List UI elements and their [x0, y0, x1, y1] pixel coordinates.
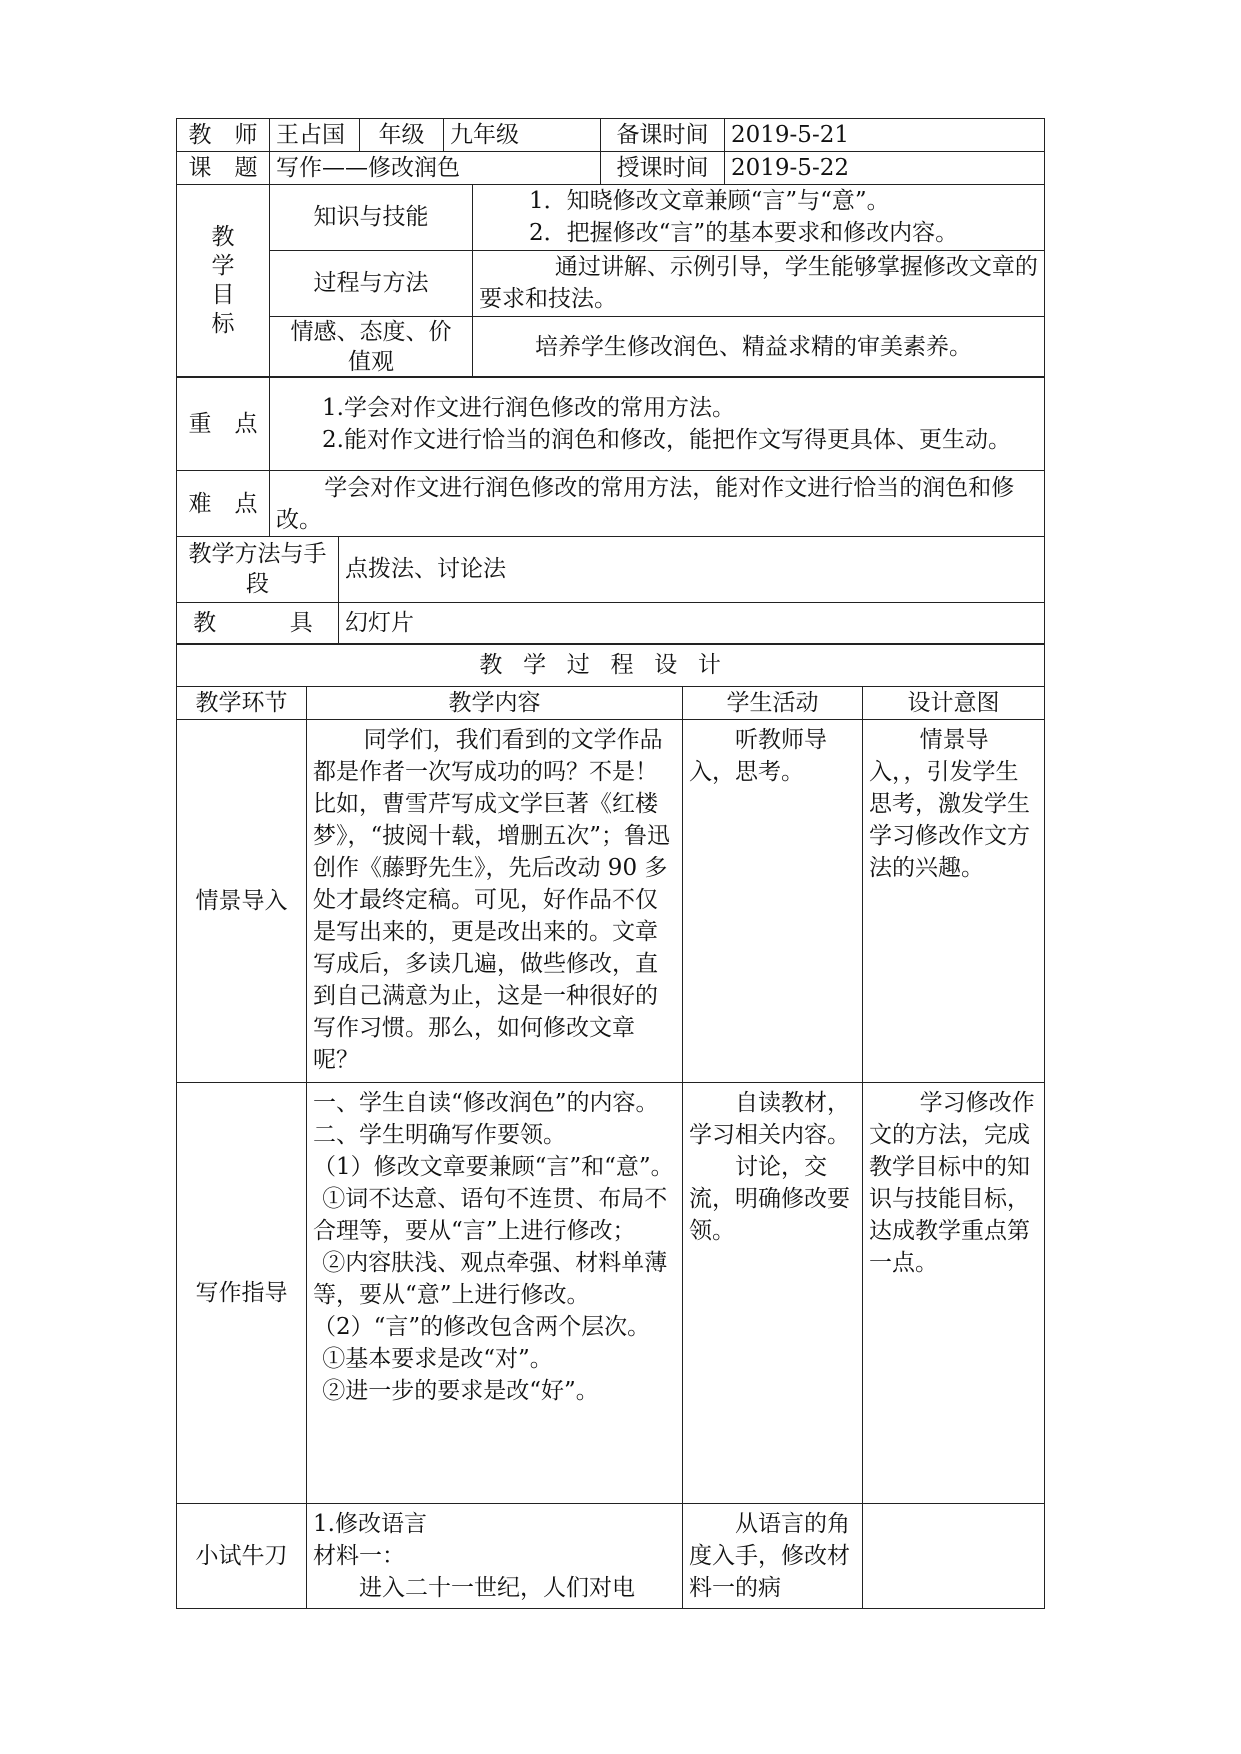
info-table — [176, 118, 1045, 185]
content-line: ②内容肤浅、观点牵强、材料单薄等，要从“意”上进行修改。 — [313, 1250, 668, 1308]
content-line: ①基本要求是改“对”。 — [322, 1346, 553, 1372]
topic-value: 写作——修改润色 — [270, 152, 601, 185]
column-header: 学生活动 — [683, 687, 863, 720]
table-row — [177, 720, 1045, 1083]
content-line: 材料一： — [313, 1543, 405, 1569]
column-header: 设计意图 — [863, 687, 1045, 720]
content-line: 一、学生自读“修改润色”的内容。 — [313, 1090, 659, 1116]
content-cell — [307, 1083, 683, 1504]
tools-value: 幻灯片 — [339, 602, 1045, 644]
stage-cell: 小试牛刀 — [177, 1504, 307, 1609]
column-header: 教学环节 — [177, 687, 307, 720]
table-row — [177, 1083, 1045, 1504]
objectives-table — [176, 184, 1045, 378]
objective-label-attitude: 情感、态度、价值观 — [270, 316, 473, 377]
class-time-label: 授课时间 — [601, 152, 725, 185]
process-title: 教学过程设计 — [177, 644, 1045, 687]
activity-line: 自读教材，学习相关内容。 — [689, 1090, 850, 1148]
content-line: （2）“言”的修改包含两个层次。 — [313, 1314, 651, 1340]
difficulty-label: 难 点 — [177, 471, 270, 537]
objective-label-knowledge: 知识与技能 — [270, 184, 473, 250]
points-table — [176, 376, 1045, 537]
activity-cell — [683, 1083, 863, 1504]
methods-value: 点拨法、讨论法 — [339, 536, 1045, 602]
objective-knowledge-line: 2．把握修改“言”的基本要求和修改内容。 — [529, 220, 959, 246]
key-point-line: 2.能对作文进行恰当的润色和修改，能把作文写得更具体、更生动。 — [322, 426, 1011, 453]
topic-label: 课 题 — [177, 152, 270, 185]
key-points-label: 重 点 — [177, 377, 270, 471]
grade-value: 九年级 — [444, 119, 601, 152]
column-header: 教学内容 — [307, 687, 683, 720]
intent-cell: 情景导入，，引发学生思考，激发学生学习修改作文方法的兴趣。 — [863, 720, 1045, 1083]
content-line: 二、学生明确写作要领。 — [313, 1122, 566, 1148]
objective-knowledge — [473, 184, 1045, 250]
content-cell: 同学们，我们看到的文学作品都是作者一次写成功的吗？不是！比如，曹雪芹写成文学巨著《红楼梦》，“披阅十载，增删五次”；鲁迅创作《藤野先生》，先后改动 90 多处才最终定稿。可见，好作品不仅是写出来的，更是改出来的。文章写成后，多读几遍，做些修改，直到自己满意为止，这是一种很好的写作习惯。那么，如何修改文章呢？ — [307, 720, 683, 1083]
difficulty-text: 学会对作文进行润色修改的常用方法，能对作文进行恰当的润色和修改。 — [270, 471, 1045, 537]
grade-label: 年级 — [360, 119, 444, 152]
objective-knowledge-line: 1．知晓修改文章兼顾“言”与“意”。 — [529, 188, 890, 214]
prep-time-value: 2019-5-21 — [725, 119, 1045, 152]
activity-cell: 听教师导入，思考。 — [683, 720, 863, 1083]
content-line: 进入二十一世纪，人们对电 — [359, 1575, 635, 1601]
tools-label: 教 具 — [177, 602, 339, 644]
prep-time-label: 备课时间 — [601, 119, 725, 152]
process-table — [176, 643, 1045, 1609]
teacher-label: 教 师 — [177, 119, 270, 152]
content-cell — [307, 1504, 683, 1609]
table-row — [177, 1504, 1045, 1609]
methods-table — [176, 536, 1045, 645]
stage-cell: 写作指导 — [177, 1083, 307, 1504]
content-line: 1.修改语言 — [313, 1511, 427, 1537]
objective-attitude: 培养学生修改润色、精益求精的审美素养。 — [473, 316, 1045, 377]
methods-label: 教学方法与手段 — [177, 536, 339, 602]
stage-cell: 情景导入 — [177, 720, 307, 1083]
intent-cell: 学习修改作文的方法，完成教学目标中的知识与技能目标，达成教学重点第一点。 — [863, 1083, 1045, 1504]
intent-cell — [863, 1504, 1045, 1609]
objective-process: 通过讲解、示例引导，学生能够掌握修改文章的要求和技法。 — [473, 250, 1045, 316]
activity-line: 讨论，交流，明确修改要领。 — [689, 1154, 850, 1244]
activity-cell: 从语言的角度入手，修改材料一的病 — [683, 1504, 863, 1609]
content-line: ①词不达意、语句不连贯、布局不合理等，要从“言”上进行修改； — [313, 1186, 668, 1244]
objective-label-process: 过程与方法 — [270, 250, 473, 316]
class-time-value: 2019-5-22 — [725, 152, 1045, 185]
teacher-value: 王占国 — [270, 119, 360, 152]
key-point-line: 1.学会对作文进行润色修改的常用方法。 — [322, 394, 735, 421]
content-line: （1）修改文章要兼顾“言”和“意”。 — [313, 1154, 674, 1180]
content-line: ②进一步的要求是改“好”。 — [322, 1378, 599, 1404]
lesson-plan-sheet — [176, 118, 1044, 1609]
key-points — [270, 377, 1045, 471]
objectives-label: 教学目标 — [177, 184, 270, 377]
